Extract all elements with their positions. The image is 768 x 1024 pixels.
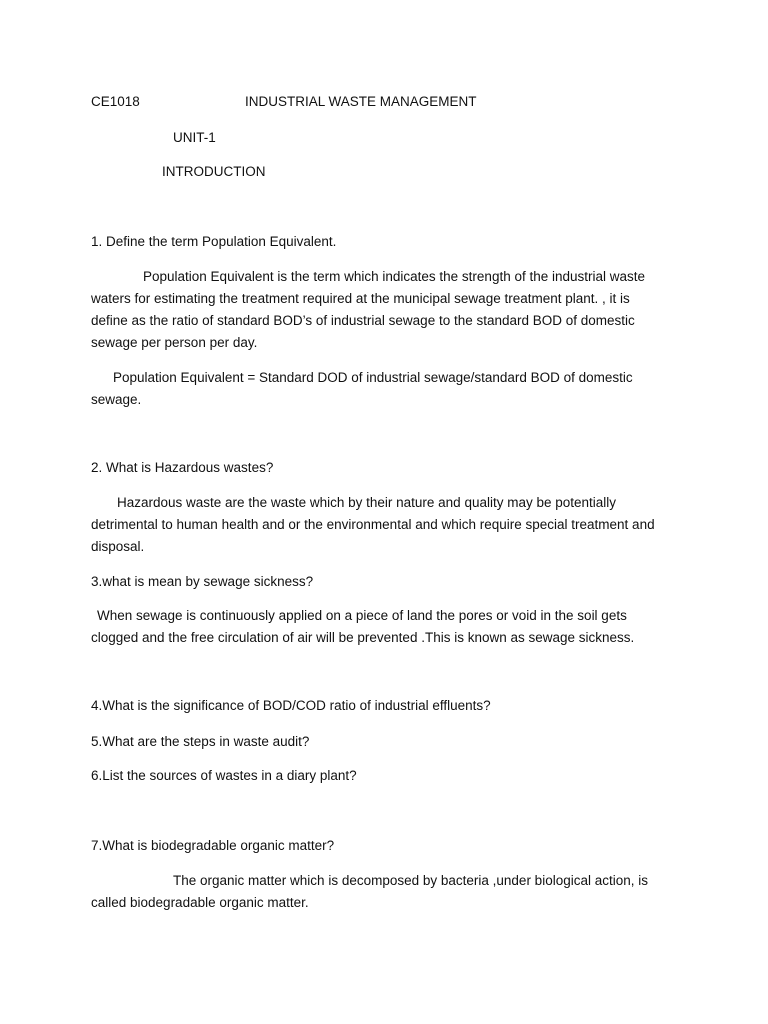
formula-line-2: sewage. (91, 392, 142, 407)
answer-1-line-1: Population Equivalent is the term which indicates the strength of the industrial waste (143, 269, 646, 284)
question-4: 4.What is the significance of BOD/COD ratio of industrial effluents? (91, 698, 491, 713)
course-code: CE1018 (91, 94, 140, 109)
section-heading: INTRODUCTION (162, 164, 266, 179)
question-5: 5.What are the steps in waste audit? (91, 734, 310, 749)
formula-line-1: Population Equivalent = Standard DOD of industrial sewage/standard BOD of domestic (113, 370, 633, 385)
answer-2-line-1: Hazardous waste are the waste which by their nature and quality may be potentially (117, 495, 617, 510)
answer-1-line-3: define as the ratio of standard BOD’s of industrial sewage to the standard BOD of domestic (91, 313, 635, 328)
answer-2-line-2: detrimental to human health and or the environmental and which require special treatment and (91, 517, 655, 532)
question-6: 6.List the sources of wastes in a diary plant? (91, 768, 357, 783)
answer-2-line-3: disposal. (91, 539, 145, 554)
question-2: 2. What is Hazardous wastes? (91, 460, 274, 475)
answer-3-line-2: clogged and the free circulation of air will be prevented .This is known as sewage sickness. (91, 630, 635, 645)
unit-heading: UNIT-1 (173, 130, 216, 145)
question-1: 1. Define the term Population Equivalent. (91, 234, 337, 249)
course-title: INDUSTRIAL WASTE MANAGEMENT (245, 94, 477, 109)
answer-1-line-4: sewage per person per day. (91, 335, 258, 350)
answer-1-line-2: waters for estimating the treatment required at the municipal sewage treatment plant. , it is (91, 291, 630, 306)
question-3: 3.what is mean by sewage sickness? (91, 574, 314, 589)
answer-7-line-1: The organic matter which is decomposed by bacteria ,under biological action, is (173, 873, 648, 888)
answer-7-line-2: called biodegradable organic matter. (91, 895, 309, 910)
answer-3-line-1: When sewage is continuously applied on a piece of land the pores or void in the soil gets (97, 608, 627, 623)
question-7: 7.What is biodegradable organic matter? (91, 838, 335, 853)
